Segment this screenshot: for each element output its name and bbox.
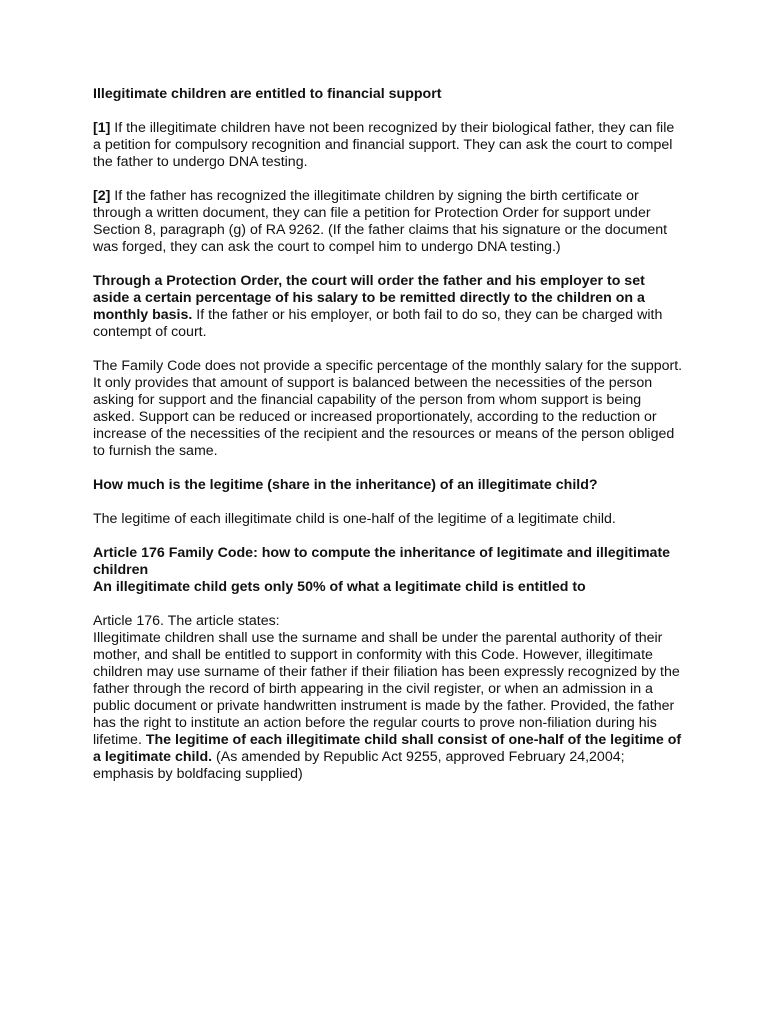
document-page (93, 86, 683, 800)
article-heading-block (93, 545, 683, 596)
item-1-paragraph (93, 120, 683, 171)
article-heading: Article 176 Family Code: how to compute the inheritance of legitimate and illegitimate children (93, 545, 671, 578)
article-intro: Article 176. The article states: (93, 613, 280, 629)
item-2-paragraph (93, 188, 683, 256)
legitime-answer: The legitime of each illegitimate child is one-half of the legitime of a legitimate child. (93, 511, 616, 527)
article-text: Illegitimate children shall use the surname and shall be under the parental authority of their mother, and shall be entitled to support in conformity with this Code. However, illegitimate children may use surname of their father if their filiation has been expressly recognized by the father through the record of birth appearing in the civil register, or when an admission in a public document or private handwritten instrument is made by the father. Provided, the father has the right to institute an action before the regular courts to prove non-filiation during his lifetime. (93, 630, 680, 748)
item-2-text: If the father has recognized the illegitimate children by signing the birth certificate or through a written document, they can file a petition for Protection Order for support under Section 8, paragraph (g) of RA 9262. (If the father claims that his signature or the document was forged, they can ask the court to compel him to undergo DNA testing.) (93, 188, 668, 255)
item-1-marker: [1] (93, 120, 111, 136)
article-section (93, 613, 683, 783)
family-code-paragraph: The Family Code does not provide a specific percentage of the monthly salary for the support. It only provides that amount of support is balanced between the necessities of the person asking for support and the financial capability of the person from whom support is being asked. Support can be reduced or increased proportionately, according to the reduction or increase of the necessities of the recipient and the resources or means of the person obliged to furnish the same. (93, 358, 683, 459)
item-2-marker: [2] (93, 188, 111, 204)
legitime-heading: How much is the legitime (share in the inheritance) of an illegitimate child? (93, 477, 598, 493)
protection-order-text: If the father or his employer, or both fail to do so, they can be charged with contempt of court. (93, 307, 663, 340)
protection-order-paragraph (93, 273, 683, 341)
item-1-text: If the illegitimate children have not been recognized by their biological father, they can file a petition for compulsory recognition and financial support. They can ask the court to compel the father to undergo DNA testing. (93, 120, 675, 170)
protection-order-bold-text: Through a Protection Order, the court will order the father and his employer to set aside a certain percentage of his salary to be remitted directly to the children on a monthly basis. (93, 273, 645, 323)
article-subheading: An illegitimate child gets only 50% of what a legitimate child is entitled to (93, 579, 586, 595)
document-title: Illegitimate children are entitled to financial support (93, 86, 442, 102)
article-note: (As amended by Republic Act 9255, approved February 24,2004; emphasis by boldfacing supplied) (93, 749, 625, 782)
article-bold-text: The legitime of each illegitimate child shall consist of one-half of the legitime of a legitimate child. (93, 732, 682, 765)
